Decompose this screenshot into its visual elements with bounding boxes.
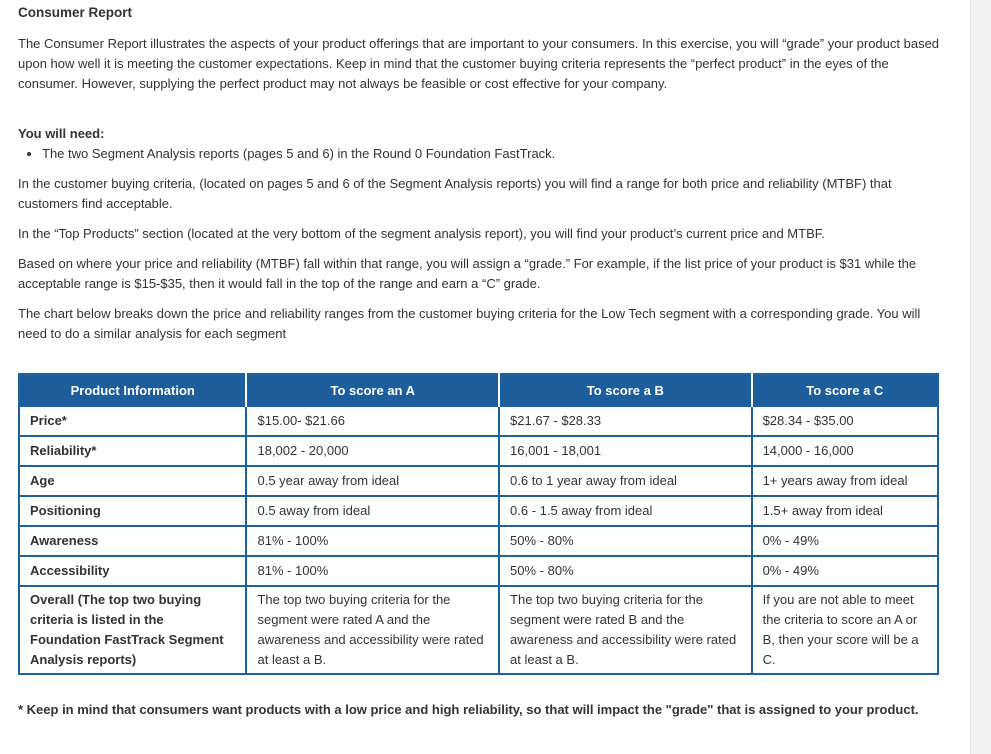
grading-paragraph: Based on where your price and reliability (MTBF) fall within that range, you will assign a “grade.” For example, if the list price of your product is $31 while the acceptable range is $15-$35, then it would fall in the top of the range and earn a “C” grade. xyxy=(18,256,917,291)
cell-c: If you are not able to meet the criteria to score an A or B, then your score will be a C. xyxy=(752,586,938,674)
table-row xyxy=(19,526,938,556)
top-products-paragraph: In the “Top Products” section (located at the very bottom of the segment analysis report), you will find your product’s current price and MTBF. xyxy=(18,226,825,241)
row-label: Overall (The top two buying criteria is listed in the Foundation FastTrack Segment Analysis reports) xyxy=(19,586,246,674)
list-item: • The two Segment Analysis reports (pages 5 and 6) in the Round 0 Foundation FastTrack. xyxy=(42,144,943,164)
row-label: Positioning xyxy=(19,496,246,526)
cell-a: 0.5 year away from ideal xyxy=(246,466,499,496)
document-body xyxy=(18,0,943,717)
header-score-b: To score a B xyxy=(499,374,752,406)
header-score-a: To score an A xyxy=(246,374,499,406)
table-header-row xyxy=(19,374,938,406)
cell-a: 18,002 - 20,000 xyxy=(246,436,499,466)
cell-a: The top two buying criteria for the segment were rated A and the awareness and accessibility were rated at least a B. xyxy=(246,586,499,674)
criteria-paragraph: In the customer buying criteria, (located on pages 5 and 6 of the Segment Analysis reports) you will find a range for both price and reliability (MTBF) that customers find acceptable. xyxy=(18,176,892,211)
table-row xyxy=(19,436,938,466)
cell-c: 14,000 - 16,000 xyxy=(752,436,938,466)
cell-a: 0.5 away from ideal xyxy=(246,496,499,526)
cell-a: $15.00- $21.66 xyxy=(246,406,499,436)
cell-b: 50% - 80% xyxy=(499,526,752,556)
chart-intro-paragraph: The chart below breaks down the price and reliability ranges from the customer buying criteria for the Low Tech segment with a corresponding grade. You will need to do a similar analysis for each segment xyxy=(18,306,921,341)
cell-c: 0% - 49% xyxy=(752,556,938,586)
cell-c: 0% - 49% xyxy=(752,526,938,556)
row-label: Age xyxy=(19,466,246,496)
cell-b: The top two buying criteria for the segment were rated B and the awareness and accessibility were rated at least a B. xyxy=(499,586,752,674)
header-product-information: Product Information xyxy=(19,374,246,406)
table-row xyxy=(19,466,938,496)
need-list xyxy=(18,144,943,164)
page-title: Consumer Report xyxy=(18,5,133,20)
table-row xyxy=(19,586,938,674)
footnote: * Keep in mind that consumers want products with a low price and high reliability, so that will impact the "grade" that is assigned to your product. xyxy=(18,702,919,717)
cell-c: 1.5+ away from ideal xyxy=(752,496,938,526)
row-label: Reliability* xyxy=(19,436,246,466)
cell-b: 0.6 to 1 year away from ideal xyxy=(499,466,752,496)
scrollbar-track[interactable] xyxy=(970,0,991,754)
cell-c: 1+ years away from ideal xyxy=(752,466,938,496)
table-row xyxy=(19,496,938,526)
row-label: Awareness xyxy=(19,526,246,556)
cell-b: 50% - 80% xyxy=(499,556,752,586)
intro-paragraph: The Consumer Report illustrates the aspects of your product offerings that are important to your consumers. In this exercise, you will “grade” your product based upon how well it is meeting the customer expectations. Keep in mind that the customer buying criteria represents the “perfect product” in the eyes of the consumer. However, supplying the perfect product may not always be feasible or cost effective for your company. xyxy=(18,36,940,91)
cell-b: 0.6 - 1.5 away from ideal xyxy=(499,496,752,526)
row-label: Accessibility xyxy=(19,556,246,586)
need-heading: You will need: xyxy=(18,126,105,141)
header-score-c: To score a C xyxy=(752,374,938,406)
table-row xyxy=(19,406,938,436)
cell-b: 16,001 - 18,001 xyxy=(499,436,752,466)
table-row xyxy=(19,556,938,586)
cell-b: $21.67 - $28.33 xyxy=(499,406,752,436)
grading-table xyxy=(18,373,939,675)
cell-a: 81% - 100% xyxy=(246,526,499,556)
cell-a: 81% - 100% xyxy=(246,556,499,586)
row-label: Price* xyxy=(19,406,246,436)
cell-c: $28.34 - $35.00 xyxy=(752,406,938,436)
